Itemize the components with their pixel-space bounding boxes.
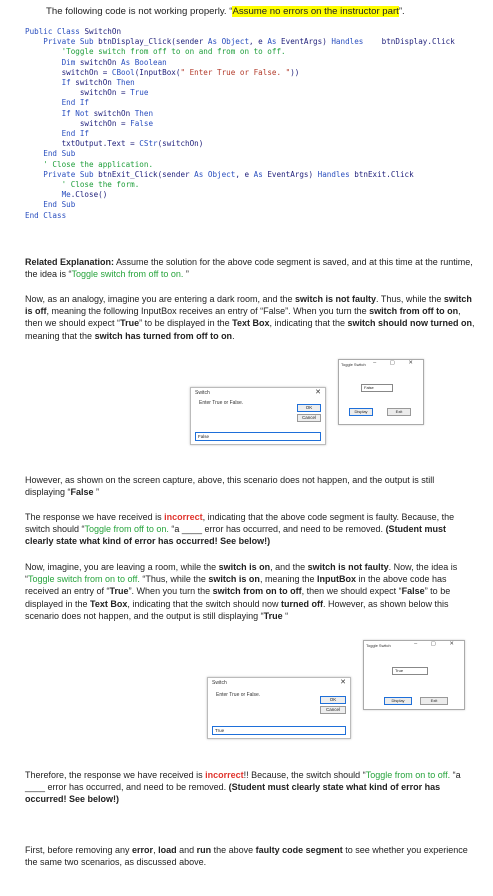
p4-b: , indicating that the above code segment is faulty. Because, the switch should “ — [25, 512, 455, 535]
display-button[interactable]: Display — [349, 408, 373, 416]
p2-g: , then we should expect “ — [25, 306, 461, 329]
p7-c: , — [153, 845, 159, 855]
code-l17-b: .Close() — [70, 190, 108, 200]
p5-u: True — [263, 610, 283, 621]
p2-n: switch has turned from off to on — [94, 330, 233, 341]
code-l5-c: (InputBox( — [134, 67, 181, 77]
p5-a: Now, imagine, you are leaving a room, while the — [25, 562, 219, 572]
p5-i: InputBox — [316, 574, 356, 585]
dialog-title: Switch — [212, 680, 227, 686]
analogy-paragraph — [25, 293, 475, 342]
p6-d: (Student must clearly state what kind of error has occurred! See below!) — [25, 782, 441, 805]
p7-f: run — [196, 845, 212, 855]
p5-j: in the above code has received an entry of “ — [25, 574, 447, 597]
code-l4-c: As Boolean — [121, 57, 167, 67]
code-l9-c: Then — [134, 108, 154, 118]
close-icon[interactable]: ✕ — [315, 389, 321, 396]
close-icon[interactable]: ✕ — [340, 679, 346, 686]
code-l10-b: False — [130, 118, 154, 128]
code-l17-a: Me — [25, 190, 71, 200]
code-l12-a: txtOutput.Text = — [25, 139, 140, 149]
p4-red: incorrect — [164, 512, 203, 522]
p5-p: ” to be displayed in the — [25, 586, 451, 609]
code-l15-e: As — [253, 169, 263, 179]
code-l5-d: " Enter True or False. " — [180, 67, 291, 77]
exit-button[interactable]: Exit — [420, 697, 448, 705]
dialog-title: Switch — [195, 390, 210, 396]
code-l6-b: switchOn — [70, 78, 117, 88]
related-text: Assume the solution for the above code segment is saved, and at this time at the runtime, the idea is “ — [25, 257, 473, 280]
code-l2-c: As Object — [207, 37, 250, 47]
p7-g: the above — [211, 845, 256, 855]
code-l2-f: EventArgs) — [276, 37, 332, 47]
p5-s: turned off — [280, 598, 323, 609]
code-l2-g: Handles — [331, 37, 364, 47]
p2-a: Now, as an analogy, imagine you are entering a dark room, and the — [25, 294, 295, 304]
p5-d: switch is not faulty — [307, 562, 389, 572]
code-l13: End Sub — [25, 149, 76, 159]
code-l6-a: If — [25, 78, 71, 88]
window-title: Toggle Switch — [366, 643, 391, 648]
code-l10-a: switchOn = — [25, 118, 131, 128]
code-l15-h: btnExit.Click — [349, 169, 414, 179]
p7-a: First, before removing any — [25, 845, 133, 855]
p3-c: ” — [93, 487, 100, 498]
code-l1-name: SwitchOn — [79, 27, 122, 36]
intro-lead: The following code is not working properly. “ — [46, 6, 233, 17]
code-l19: End Class — [25, 210, 67, 220]
cancel-button[interactable]: Cancel — [320, 706, 346, 714]
code-l8: End If — [25, 98, 90, 108]
code-l15-d: , e — [235, 169, 254, 179]
p2-k: , indicating that the — [269, 318, 348, 329]
p7-b: error — [132, 845, 154, 855]
p5-h: , meaning the — [259, 574, 317, 585]
p6-red: incorrect — [205, 770, 244, 780]
output-textbox[interactable]: True — [392, 667, 428, 675]
code-l14: ' Close the application. — [25, 159, 154, 169]
intro-highlight: Assume no errors on the instructor part — [232, 6, 399, 17]
p5-k: True — [109, 586, 129, 597]
p2-f: switch from off to on — [369, 306, 459, 317]
dialog-prompt: Enter True or False. — [216, 692, 261, 698]
code-l15-f: EventArgs) — [262, 169, 318, 179]
code-l5-a: switchOn = — [25, 67, 112, 77]
ok-button[interactable]: OK — [320, 696, 346, 704]
incorrect-response-paragraph — [25, 511, 475, 548]
window-title: Toggle Switch — [341, 362, 366, 367]
p5-e: . Now, the idea is “ — [25, 562, 458, 585]
related-tail: ” — [183, 269, 189, 280]
scenario-result-paragraph — [25, 474, 475, 498]
p5-green: Toggle switch from on to off. — [28, 574, 140, 585]
intro-line — [46, 6, 405, 17]
switch-input-dialog-2 — [207, 677, 351, 739]
input-field[interactable]: False — [195, 432, 321, 441]
p6-c: “a ____ error has occurred, and need to be removed. — [25, 770, 461, 793]
code-l2-b: btnDisplay_Click(sender — [93, 37, 208, 47]
output-textbox[interactable]: False — [361, 384, 393, 392]
p5-g: switch is on — [208, 574, 260, 585]
code-l15-a: Private Sub — [25, 169, 94, 179]
code-l2-h: btnDisplay.Click — [363, 37, 455, 47]
p7-h: faulty code segment — [255, 845, 343, 855]
p5-l: ”. When you turn the — [128, 586, 213, 597]
code-l4-a: Dim — [25, 57, 76, 67]
dialog-prompt: Enter True or False. — [199, 400, 244, 406]
code-l15-b: btnExit_Click(sender — [93, 169, 195, 179]
p2-d: switch is off — [25, 294, 472, 317]
window-controls[interactable]: – ▢ ✕ — [414, 641, 460, 647]
code-l15-c: As Object — [194, 169, 236, 179]
p5-c: , and the — [270, 562, 308, 572]
p2-o: . — [232, 330, 235, 341]
code-l1-kw: Public Class — [25, 27, 80, 36]
p7-i: to see whether you experience the same two scenarios, as discussed above. — [25, 845, 468, 868]
code-l2-d: , e — [249, 37, 268, 47]
exit-button[interactable]: Exit — [387, 408, 411, 416]
code-l18: End Sub — [25, 200, 76, 210]
window-controls[interactable]: – ▢ ✕ — [373, 360, 419, 366]
p2-m: , meaning that the — [25, 318, 475, 341]
p2-c: . Thus, while the — [376, 294, 444, 304]
p6-a: Therefore, the response we have received is — [25, 770, 206, 780]
code-l12-b: CStr — [139, 139, 158, 149]
p2-b: switch is not faulty — [295, 294, 377, 304]
p2-i: ” to be displayed in the — [139, 318, 233, 329]
p5-t: . However, as shown below this scenario does not happen, and the output is still displaying “ — [25, 598, 449, 621]
code-l7-a: switchOn = — [25, 88, 131, 98]
leaving-room-paragraph — [25, 561, 475, 622]
p5-b: switch is on — [218, 562, 271, 572]
p4-a: The response we have received is — [25, 512, 165, 522]
p5-m: switch from on to off — [212, 586, 302, 597]
p5-f: “Thus, while the — [139, 574, 209, 585]
cancel-button[interactable]: Cancel — [297, 414, 321, 422]
p5-o: False — [401, 586, 425, 597]
p5-v: “ — [282, 610, 289, 621]
code-l15-g: Handles — [317, 169, 350, 179]
p2-h: True — [120, 318, 140, 329]
code-l9-b: switchOn — [89, 108, 135, 118]
code-l3: 'Toggle switch from off to on and from on to off. — [25, 47, 286, 57]
related-explanation — [25, 256, 475, 280]
p4-c: “a ____ error has occurred, and need to be removed. — [168, 524, 386, 535]
related-label: Related Explanation: — [25, 257, 115, 267]
code-l16: ' Close the form. — [25, 180, 140, 190]
code-l5-b: CBool — [111, 67, 135, 77]
code-l7-b: True — [130, 88, 149, 98]
p3-a: However, as shown on the screen capture, above, this scenario does not happen, and the output is still displaying “ — [25, 475, 435, 498]
code-l5-e: )) — [290, 67, 300, 77]
p2-l: switch should now turned on — [347, 318, 473, 329]
p5-n: , then we should expect “ — [301, 586, 402, 597]
therefore-paragraph — [25, 769, 475, 806]
p7-d: load — [158, 845, 177, 855]
toggle-switch-window-1 — [338, 359, 424, 425]
code-l4-b: switchOn — [75, 57, 122, 67]
p2-j: Text Box — [232, 318, 270, 329]
p6-b: !! Because, the switch should “ — [243, 770, 366, 780]
p6-green: Toggle from on to off. — [365, 770, 451, 780]
p2-e: , meaning the following InputBox receives an entry of “False”. When you turn the — [46, 306, 370, 317]
intro-tail: ”. — [398, 6, 405, 17]
display-button[interactable]: Display — [384, 697, 412, 705]
code-l2-e: As — [267, 37, 277, 47]
code-l6-c: Then — [116, 78, 135, 88]
code-l9-a: If Not — [25, 108, 90, 118]
input-field[interactable]: True — [212, 726, 346, 735]
p5-r: , indicating that the switch should now — [127, 598, 281, 609]
p3-b: False — [70, 487, 94, 498]
switch-input-dialog-1 — [190, 387, 326, 445]
toggle-switch-window-2 — [363, 640, 465, 710]
code-l11: End If — [25, 129, 90, 139]
ok-button[interactable]: OK — [297, 404, 321, 412]
p4-green: Toggle from off to on. — [84, 524, 169, 535]
p7-e: and — [176, 845, 197, 855]
code-block — [25, 27, 455, 221]
code-l2-a: Private Sub — [25, 37, 94, 47]
related-green: Toggle switch from off to on. — [71, 269, 184, 280]
instructions-paragraph — [25, 844, 475, 868]
p5-q: Text Box — [90, 598, 128, 609]
p4-d: (Student must clearly state what kind of error has occurred! See below!) — [25, 524, 447, 547]
code-l12-c: (switchOn) — [157, 139, 204, 149]
